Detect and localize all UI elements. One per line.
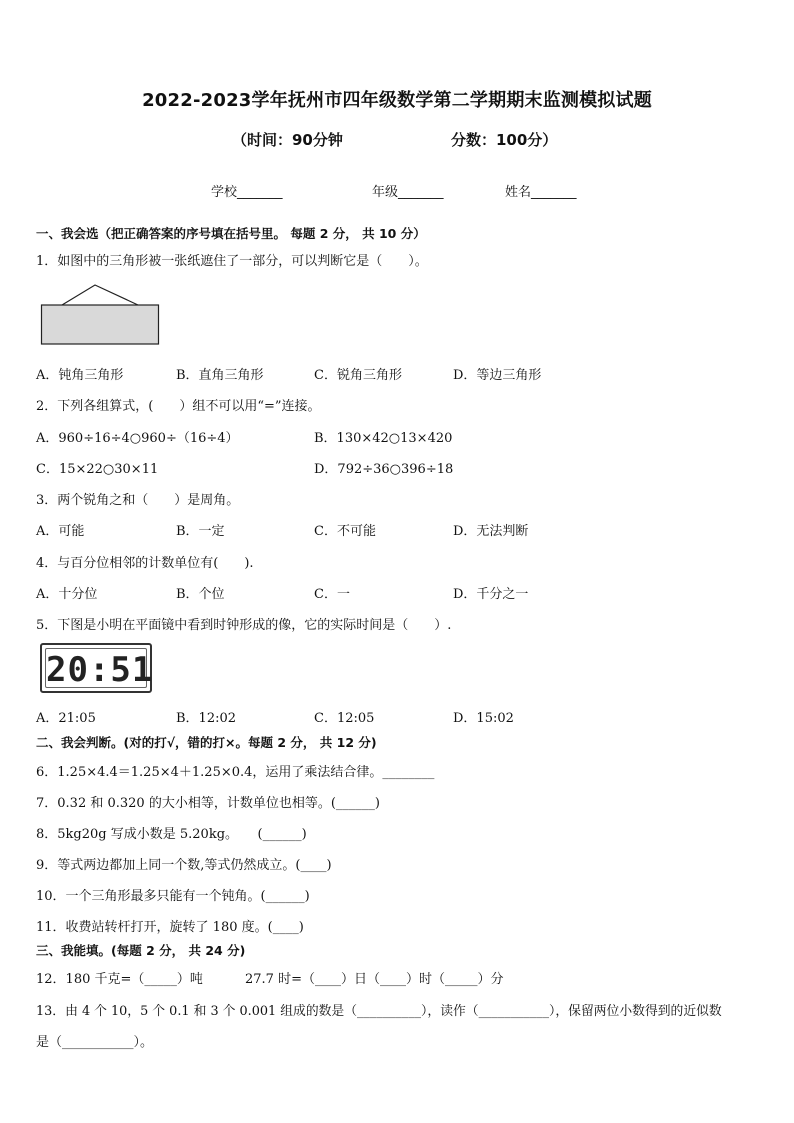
q1-option-a[interactable]: A．钝角三角形 — [36, 368, 124, 383]
question-11: 11．收费站转杆打开，旋转了 180 度。(____) — [36, 920, 304, 935]
triangle-covered-figure — [40, 283, 162, 347]
q5-option-c[interactable]: C．12:05 — [314, 711, 375, 726]
digital-clock-image — [40, 643, 152, 693]
question-6: 6．1.25×4.4＝1.25×4＋1.25×0.4，运用了乘法结合律。________ — [36, 765, 435, 780]
name-field[interactable]: 姓名_______ — [505, 185, 577, 200]
question-8: 8．5kg20g 写成小数是 5.20kg。 (______) — [36, 827, 307, 842]
q4-option-b[interactable]: B．个位 — [176, 587, 225, 602]
q4-option-d[interactable]: D．千分之一 — [453, 587, 529, 602]
question-7: 7．0.32 和 0.320 的大小相等，计数单位也相等。(______) — [36, 796, 380, 811]
q3-option-a[interactable]: A．可能 — [36, 524, 85, 539]
q4-option-a[interactable]: A．十分位 — [36, 587, 98, 602]
q2-option-c[interactable]: C．15×22○30×11 — [36, 462, 159, 477]
question-3: 3．两个锐角之和（ ）是周角。 — [36, 493, 240, 508]
question-10: 10．一个三角形最多只能有一个钝角。(______) — [36, 889, 310, 904]
section-heading-judge: 二、我会判断。(对的打√，错的打×。每题 2 分， 共 12 分) — [36, 735, 377, 750]
clock-screen — [45, 648, 154, 690]
q3-option-d[interactable]: D．无法判断 — [453, 524, 529, 539]
covering-paper — [42, 305, 159, 344]
q2-option-a[interactable]: A．960÷16÷4○960÷（16÷4） — [36, 431, 239, 446]
page-title: 2022-2023学年抚州市四年级数学第二学期期末监测模拟试题 — [142, 90, 652, 111]
q2-option-b[interactable]: B．130×42○13×420 — [314, 431, 453, 446]
school-field[interactable]: 学校_______ — [211, 185, 283, 200]
q1-option-d[interactable]: D．等边三角形 — [453, 368, 542, 383]
question-13-line1: 13．由 4 个 10，5 个 0.1 和 3 个 0.001 组成的数是（__________），读作（___________），保留两位小数得到的近似数 — [36, 1004, 722, 1019]
q1-option-c[interactable]: C．锐角三角形 — [314, 368, 402, 383]
question-5: 5．下图是小明在平面镜中看到时钟形成的像，它的实际时间是（ ）. — [36, 618, 452, 633]
question-1: 1．如图中的三角形被一张纸遮住了一部分，可以判断它是（ ）。 — [36, 254, 428, 269]
question-13-line2: 是（___________）。 — [36, 1035, 154, 1050]
q3-option-c[interactable]: C．不可能 — [314, 524, 376, 539]
question-12-part2: 27.7 时=（____）日（____）时（_____）分 — [245, 972, 504, 987]
q3-option-b[interactable]: B．一定 — [176, 524, 225, 539]
triangle-top-edges — [62, 285, 138, 305]
section-heading-fill: 三、我能填。(每题 2 分， 共 24 分) — [36, 943, 246, 958]
question-9: 9．等式两边都加上同一个数,等式仍然成立。(____) — [36, 858, 332, 873]
q1-option-b[interactable]: B．直角三角形 — [176, 368, 264, 383]
question-4: 4．与百分位相邻的计数单位有( ). — [36, 556, 254, 571]
exam-score: 分数：100分） — [451, 131, 558, 149]
q2-option-d[interactable]: D．792÷36○396÷18 — [314, 462, 454, 477]
q5-option-a[interactable]: A．21:05 — [36, 711, 96, 726]
section-heading-choice: 一、我会选（把正确答案的序号填在括号里。 每题 2 分， 共 10 分） — [36, 226, 426, 241]
q4-option-c[interactable]: C．一 — [314, 587, 350, 602]
exam-time: （时间：90分钟 — [232, 131, 343, 149]
question-2: 2．下列各组算式，( ）组不可以用“=”连接。 — [36, 399, 321, 414]
grade-field[interactable]: 年级_______ — [372, 185, 444, 200]
clock-reading: 20:51 — [46, 650, 154, 690]
q5-option-d[interactable]: D．15:02 — [453, 711, 514, 726]
q5-option-b[interactable]: B．12:02 — [176, 711, 237, 726]
question-12-part1: 12．180 千克=（_____）吨 — [36, 972, 203, 987]
